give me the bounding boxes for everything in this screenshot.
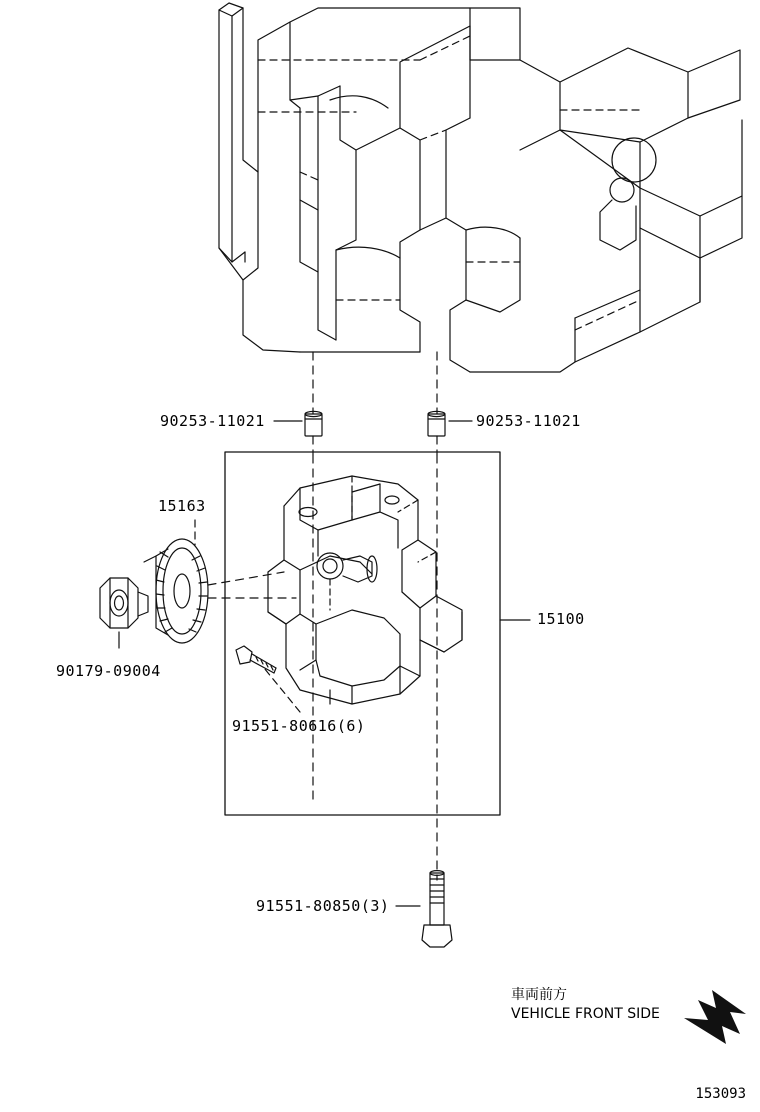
pump-bolt-long [422, 871, 452, 947]
callout-dowel-right: 90253-11021 [476, 412, 581, 430]
leader-bolt-small [264, 668, 300, 712]
callout-dowel-left: 90253-11021 [160, 412, 265, 430]
oil-pump-assembly [268, 476, 462, 704]
front-side-note-en: VEHICLE FRONT SIDE [511, 1005, 660, 1022]
assembly-box [225, 452, 500, 815]
front-side-arrow [684, 990, 746, 1044]
callout-bolt-3: 91551-80850(3) [256, 897, 390, 915]
figure-number: 153093 [695, 1086, 746, 1102]
callout-nut: 90179-09004 [56, 662, 161, 680]
gear-centerline [208, 572, 284, 585]
callout-bolt-6: 91551-80616(6) [232, 717, 366, 735]
drive-rotor-gear [144, 539, 208, 643]
cylinder-block-illustration [219, 3, 742, 372]
pump-bolt-small [236, 646, 276, 673]
front-side-note [511, 986, 660, 1024]
dowel-pin-right [428, 411, 445, 436]
callout-rotor-gear: 15163 [158, 497, 206, 515]
front-side-note-jp: 車両前方 [511, 987, 567, 1003]
dowel-pin-left [305, 411, 322, 436]
drive-gear-nut [100, 578, 148, 628]
callout-oil-pump: 15100 [537, 610, 585, 628]
